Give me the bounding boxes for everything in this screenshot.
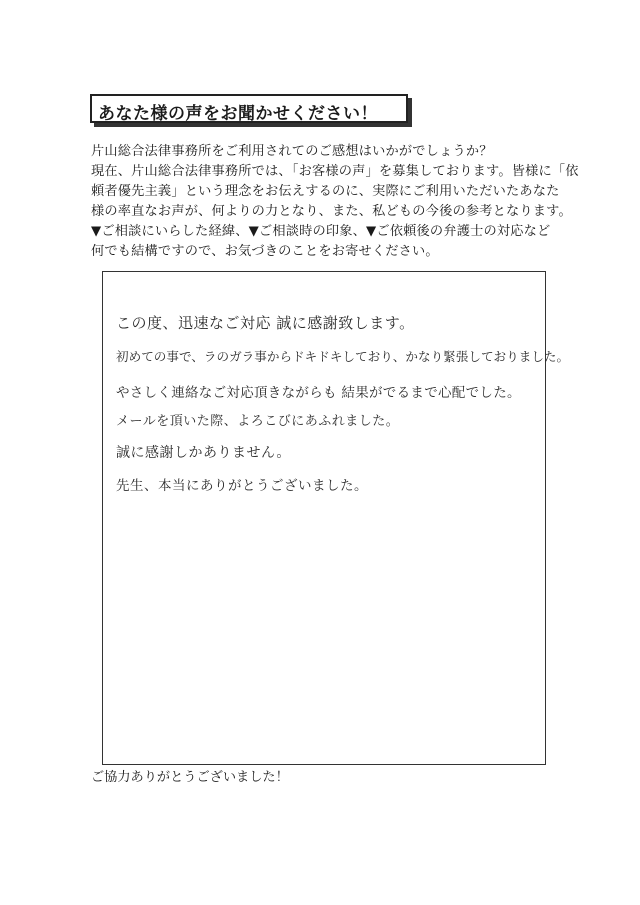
intro-line: ▼ご相談にいらした経緯、▼ご相談時の印象、▼ご依頼後の弁護士の対応など bbox=[91, 224, 551, 239]
closing-message: ご協力ありがとうございました！ bbox=[91, 770, 289, 785]
handwritten-line: 初めての事で、ラのガラ事からドキドキしており、かなり緊張しておりました。 bbox=[116, 349, 570, 364]
intro-line: 何でも結構ですので、お気づきのことをお寄せください。 bbox=[91, 244, 439, 259]
handwritten-line: この度、迅速なご対応 誠に感謝致します。 bbox=[116, 314, 415, 332]
heading-box bbox=[90, 94, 408, 123]
intro-paragraph bbox=[91, 142, 579, 262]
intro-line: 片山総合法律事務所をご利用されてのご感想はいかがでしょうか？ bbox=[91, 144, 493, 159]
handwritten-line: メールを頂いた際、よろこびにあふれました。 bbox=[116, 414, 400, 429]
handwritten-line: 誠に感謝しかありません。 bbox=[116, 445, 291, 461]
handwritten-line: 先生、本当にありがとうございました。 bbox=[116, 478, 368, 494]
intro-line: 頼者優先主義」という理念をお伝えするのに、実際にご利用いただいたあなた bbox=[91, 184, 560, 199]
page-title: あなた様の声をお聞かせください！ bbox=[98, 104, 378, 124]
intro-line: 様の率直なお声が、何よりの力となり、また、私どもの今後の参考となります。 bbox=[91, 204, 572, 219]
handwritten-line: やさしく連絡なご対応頂きながらも 結果がでるまで心配でした。 bbox=[116, 385, 521, 401]
intro-line: 現在、片山総合法律事務所では、「お客様の声」を募集しております。皆様に「依 bbox=[91, 164, 579, 179]
